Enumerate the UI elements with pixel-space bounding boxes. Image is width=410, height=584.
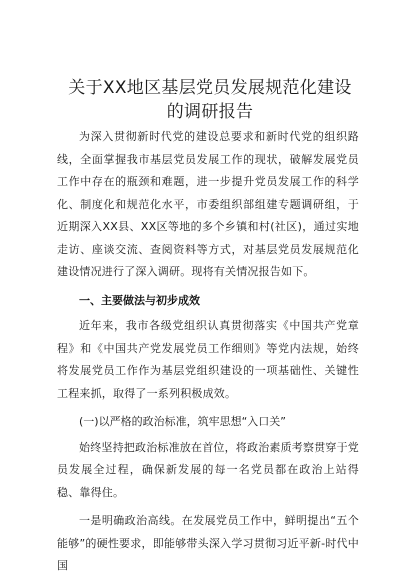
document-title: 关于XX地区基层党员发展规范化建设的调研报告 [68,78,352,122]
subsection-1-point: 一是明确政治高线。在发展党员工作中，鲜明提出“五个能够”的硬性要求，即能够带头深入学习贯彻习近平新-时代中国 [57,514,359,572]
section-heading-1: 一、主要做法与初步成效 [79,293,200,307]
section-1-paragraph: 近年来，我市各级党组织认真贯彻落实《中国共产党章程》和《中国共产党发展党员工作细则》等党内法规，始终将发展党员工作作为基层党组织建设的一项基础性、关键性工程来抓，取得了一系列积极成效。 [57,319,359,400]
intro-paragraph: 为深入贯彻新时代党的建设总要求和新时代党的组织路线，全面掌握我市基层党员发展工作的现状，破解发展党员工作中存在的瓶颈和难题，进一步提升党员发展工作的科学化、制度化和规范化水平，市委组织部组建专题调研组，于近期深入XX县、XX区等地的多个乡镇和村(社区)，通过实地走访、座谈交流、查阅资料等方式，对基层党员发展规范化建设情况进行了深入调研。现将有关情况报告如下。 [57,130,359,278]
subsection-1-paragraph: 始终坚持把政治标准放在首位，将政治素质考察贯穿于党员发展全过程，确保新发展的每一名党员都在政治上站得稳、靠得住。 [57,440,359,499]
subsection-heading-1: (一)以严格的政治标准，筑牢思想“入口关” [79,415,286,428]
document-body [57,126,359,584]
